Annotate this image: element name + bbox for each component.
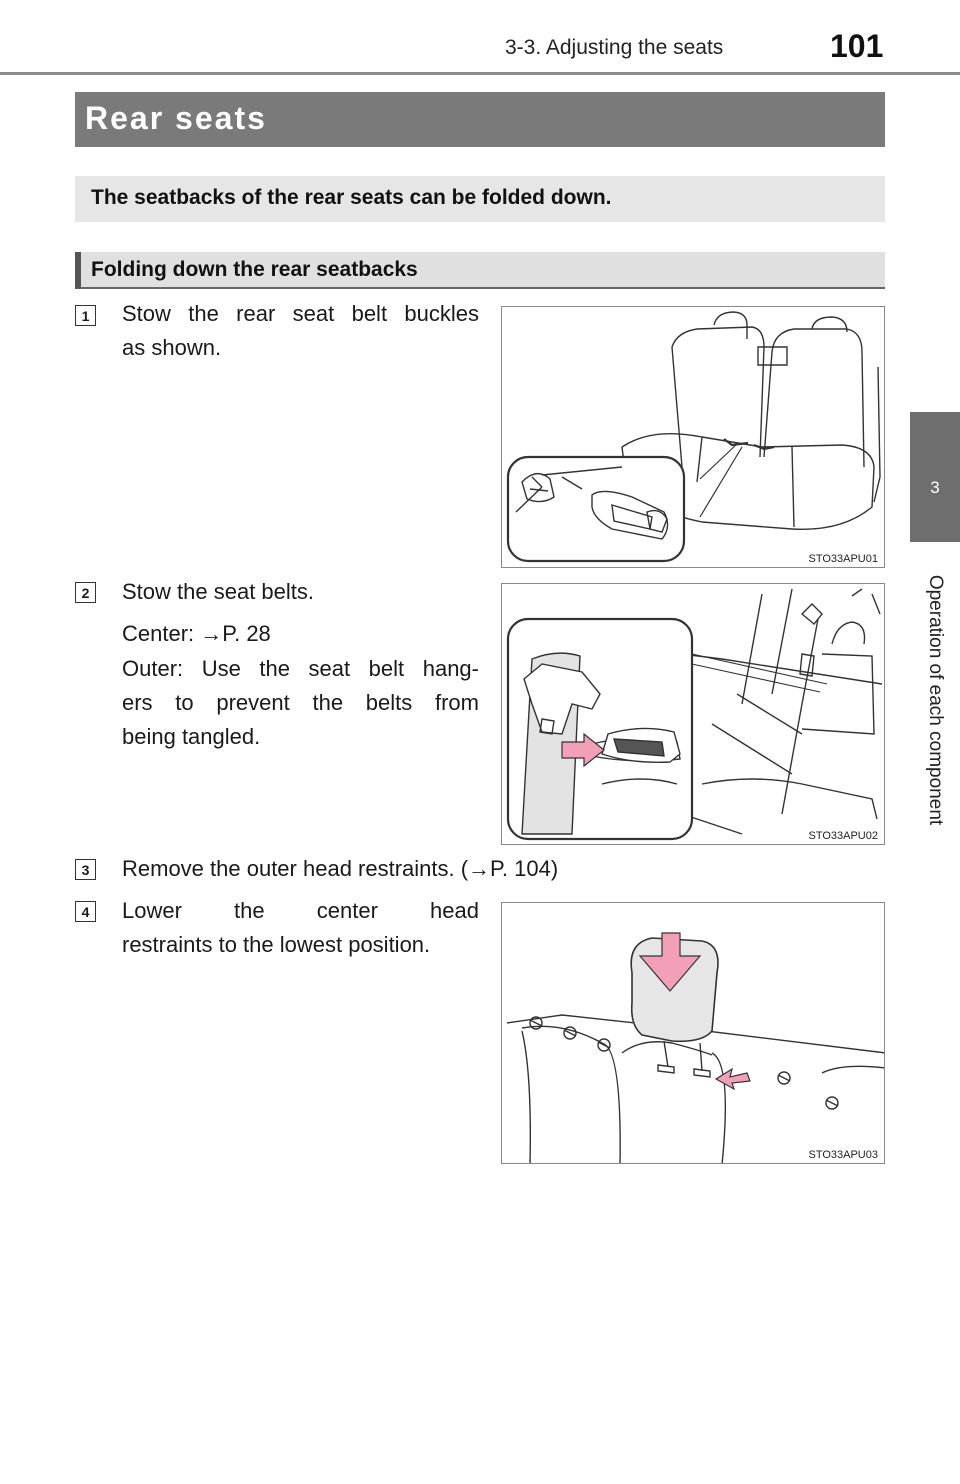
- chapter-number: 3: [930, 478, 940, 497]
- step-2-outer-line1: Outer: Use the seat belt hang-: [122, 656, 479, 681]
- subheading-bar: [75, 252, 885, 289]
- head-restraint-illustration: [502, 903, 885, 1164]
- rear-seat-illustration: [502, 307, 885, 568]
- step-1-number: 1: [75, 305, 96, 326]
- chapter-tab[interactable]: [910, 412, 960, 542]
- step-2-text: Stow the seat belts.: [122, 579, 314, 604]
- step-1-line2: as shown.: [122, 335, 222, 360]
- figure-1-label: STO33APU01: [808, 553, 878, 565]
- figure-2-label: STO33APU02: [808, 830, 878, 842]
- intro-box: [75, 176, 885, 222]
- figure-3-label: STO33APU03: [808, 1149, 878, 1161]
- step-4-line2: restraints to the lowest position.: [122, 932, 431, 957]
- intro-text: The seatbacks of the rear seats can be folded down.: [91, 186, 612, 209]
- step-1-line1: Stow the rear seat belt buckles: [122, 301, 479, 326]
- subheading: Folding down the rear seatbacks: [91, 258, 418, 281]
- figure-head-restraint: [501, 902, 885, 1164]
- page-title-bar: [75, 92, 885, 147]
- step-2-center: Center: →P. 28: [122, 621, 271, 646]
- step-3-text: Remove the outer head restraints. (→P. 104): [122, 856, 559, 881]
- step-2-number: 2: [75, 582, 96, 603]
- figure-seat-belt-hanger: [501, 583, 885, 845]
- seat-belt-illustration: [502, 584, 885, 845]
- step-4-number: 4: [75, 901, 96, 922]
- step-2-outer-line3: being tangled.: [122, 724, 261, 749]
- header-divider: [0, 72, 960, 75]
- chapter-label-container: [910, 550, 960, 850]
- page-number: 101: [830, 28, 884, 64]
- step-3-number: 3: [75, 859, 96, 880]
- step-2-outer-line2: ers to prevent the belts from: [122, 690, 479, 715]
- step-4-line1: Lower the center head: [122, 898, 479, 923]
- page-title: Rear seats: [85, 100, 267, 136]
- section-title: 3-3. Adjusting the seats: [505, 36, 724, 59]
- arrow-pink-left: [716, 1069, 750, 1089]
- chapter-label: Operation of each component: [925, 574, 946, 826]
- figure-seat-buckles: [501, 306, 885, 568]
